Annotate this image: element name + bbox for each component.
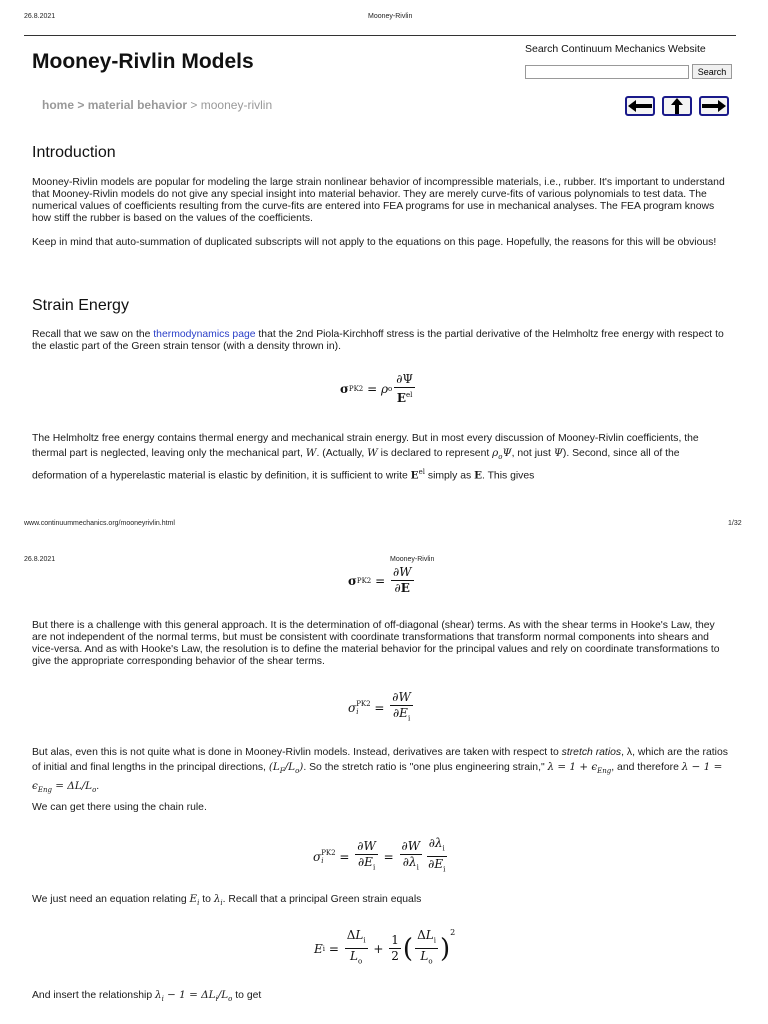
print-url: www.continuummechanics.org/mooneyrivlin.html: [24, 520, 175, 527]
equation-chain-rule: σ PK2 i = $\frac{\partial W}{\partial E_i}$ = $\frac{\partial W}{\partial\lambda_i}$ $\frac{\partial\lambda_i}{\partial E_i}$: [313, 836, 446, 874]
search-button[interactable]: Search: [692, 64, 732, 79]
search-input[interactable]: [525, 65, 689, 79]
print-page-number: 1/32: [728, 520, 742, 527]
page2-paragraph-5: And insert the relationship $\lambda_i - 1 = \Delta L_i/L_o$ to get: [32, 989, 262, 1004]
breadcrumb-current: mooney-rivlin: [200, 98, 273, 112]
intro-paragraph-1: Mooney-Rivlin models are popular for modeling the large strain nonlinear behavior of incompressible materials, i.e., rubber. It's important to understand that Mooney-Rivlin models do not give any special insight into material behavior. They are merely curve-fits of various polynomials to test data. The numerical values of coefficients resulting from the curve-fits are entered into FEA programs for use in mechanical analyses. The FEA program knows how stiff the rubber is based on the values of the coefficients.: [32, 177, 725, 224]
page2-paragraph-2: But alas, even this is not quite what is done in Mooney-Rivlin models. Instead, derivatives are taken with respect to stretch ratios, λ, which are the ratios of initial and final lengths in the principal directions, $(L_F/L_o)$. So the stretch ratio is "one plus engineering strain," $\lambda = 1 + \epsilon_{Eng}$, and therefore $\lambda - 1 = \epsilon_{Eng} = \Delta L/L_o$.: [32, 747, 728, 795]
breadcrumb-home[interactable]: home: [42, 98, 75, 112]
equation-pk2-helmholtz: σ PK2 = ρ o $\frac{\partial\Psi}{E^{el}}$: [340, 372, 413, 405]
header-divider: [24, 35, 736, 36]
breadcrumb-sep: >: [74, 98, 88, 112]
left-arrow-icon: [627, 99, 653, 113]
search-label: Search Continuum Mechanics Website: [525, 43, 706, 55]
introduction-heading: Introduction: [32, 144, 116, 161]
up-page-button[interactable]: [662, 96, 692, 116]
print-date: 26.8.2021: [24, 13, 56, 20]
page2-paragraph-3: We can get there using the chain rule.: [32, 802, 207, 813]
strain-energy-paragraph-1: Recall that we saw on the thermodynamics page that the 2nd Piola-Kirchhoff stress is the partial derivative of the Helmholtz free energy with respect to the elastic part of the Green strain tensor (with a density thrown in).: [32, 329, 724, 352]
page2-paragraph-1: But there is a challenge with this general approach. It is the determination of off-diagonal (shear) terms. As with the shear terms in Hooke's Law, they are not independent of the normal terms, but must be consistent with coordinate transformations that transform normal components into shears and vice-versa. And as with Hooke's Law, the resolution is to define the material behavior for the principal values and rely on coordinate transformations to give the appropriate corresponding behavior of the shear terms.: [32, 620, 720, 667]
next-page-button[interactable]: [699, 96, 729, 116]
strain-energy-paragraph-2: The Helmholtz free energy contains thermal energy and mechanical strain energy. But in most every discussion of Mooney-Rivlin coefficients, the thermal part is neglected, leaving only the mechanical part, W. (Actually, W is declared to represent $\rho_o\Psi$, not just Ψ). Second, since all of the deformation of a hyperelastic material is elastic by definition, it is sufficient to write $E^{el}$ simply as E. This gives: [32, 433, 699, 482]
thermodynamics-link[interactable]: thermodynamics page: [153, 329, 256, 340]
page2-paragraph-4: We just need an equation relating $E_i$ to $\lambda_i$. Recall that a principal Green strain equals: [32, 893, 422, 908]
equation-green-strain: E i = $\frac{\Delta L_i}{L_o}$ + $\frac{1}{2}$ ( $\frac{\Delta L_i}{L_o}$ ) 2: [314, 928, 456, 966]
print-date-2: 26.8.2021: [24, 556, 56, 563]
breadcrumb-material-behavior[interactable]: material behavior: [87, 98, 188, 112]
print-title: Mooney-Rivlin: [368, 13, 413, 20]
equation-principal-pk2: σ PK2 i = $\frac{\partial W}{\partial E_i}$: [348, 690, 411, 723]
breadcrumb-sep: >: [187, 98, 201, 112]
prev-page-button[interactable]: [625, 96, 655, 116]
intro-paragraph-2: Keep in mind that auto-summation of duplicated subscripts will not apply to the equations on this page. Hopefully, the reasons for this will be obvious!: [32, 237, 717, 248]
up-arrow-icon: [670, 98, 684, 114]
print-title-2: Mooney-Rivlin: [390, 556, 435, 563]
right-arrow-icon: [701, 99, 727, 113]
strain-energy-heading: Strain Energy: [32, 297, 129, 314]
page-title: Mooney-Rivlin Models: [32, 50, 254, 73]
breadcrumb: [42, 98, 272, 112]
equation-pk2-strain-energy: σ PK2 = $\frac{\partial W}{\partial E}$: [348, 565, 412, 595]
